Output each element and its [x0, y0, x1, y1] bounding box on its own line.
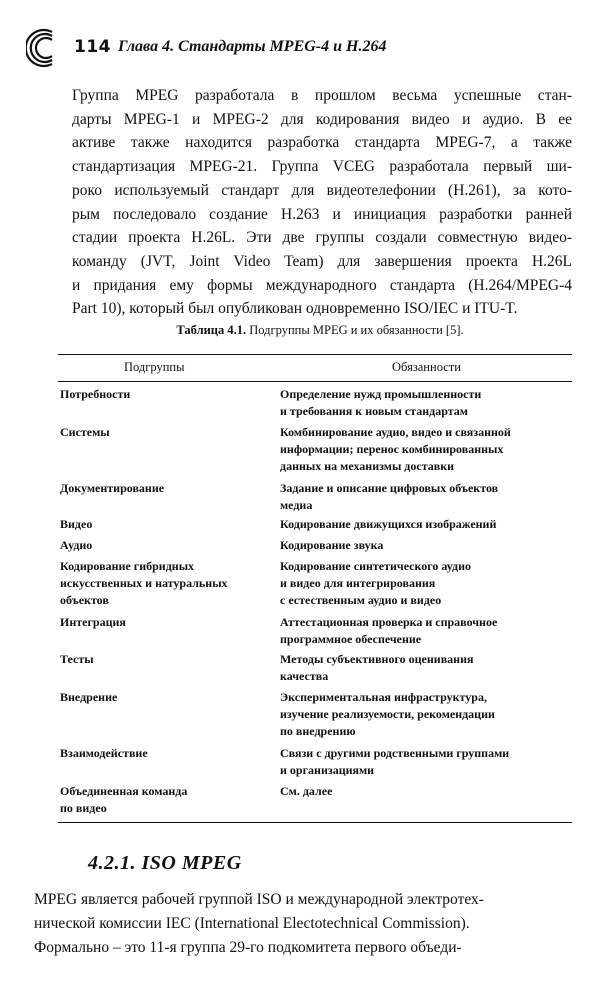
text-line: стадии проекта H.26L. Эти две группы создали совместную видео- [72, 229, 572, 247]
subgroup-name: Внедрение [60, 690, 118, 704]
duty-text: Методы субъективного оценивания [280, 652, 474, 666]
duty-text: по внедрению [280, 724, 356, 738]
subgroup-cell [60, 783, 260, 817]
duty-text: с естественным аудио и видео [280, 593, 442, 607]
table-caption-label: Таблица 4.1. [176, 323, 247, 337]
subgroup-name: объектов [60, 593, 109, 607]
subgroup-name: Документирование [60, 481, 165, 495]
text-line: рым последовало создание H.263 и инициация разработки ранней [72, 205, 572, 223]
subgroup-name: Потребности [60, 387, 131, 401]
duty-text: Определение нужд промышленности [280, 387, 482, 401]
duty-text: Задание и описание цифровых объектов [280, 481, 499, 495]
duty-text: программное обеспечение [280, 632, 422, 646]
duty-text: информации; перенос комбинированных [280, 442, 504, 456]
text-line: нической комиссии IEC (International Electotechnical Commission). [34, 915, 470, 932]
running-head: Глава 4. Стандарты MPEG-4 и H.264 [118, 38, 387, 55]
subgroup-name: Тесты [60, 652, 94, 666]
table-caption [40, 323, 600, 338]
duty-text: и организациями [280, 763, 375, 777]
duty-cell [280, 783, 572, 800]
section-title: 4.2.1. ISO MPEG [88, 852, 242, 874]
duty-cell [280, 689, 572, 740]
subgroup-cell [60, 614, 260, 631]
duty-text: изучение реализуемости, рекомендации [280, 707, 495, 721]
duty-text: Кодирование движущихся изображений [280, 517, 497, 531]
table-bottom-rule [58, 822, 572, 823]
subgroup-name: Объединенная команда [60, 784, 188, 798]
subgroup-cell [60, 689, 260, 706]
subgroup-cell [60, 651, 260, 668]
duty-cell [280, 537, 572, 554]
subgroup-name: Системы [60, 425, 110, 439]
table-caption-text: Подгруппы MPEG и их обязанности [5]. [246, 323, 464, 337]
text-line: роко используемый стандарт для видеотелефонии (H.261), за кото- [72, 181, 572, 199]
subgroup-cell [60, 558, 260, 609]
duty-text: См. далее [280, 784, 333, 798]
duty-cell [280, 558, 572, 609]
subgroup-name: Видео [60, 517, 93, 531]
column-header-duties: Обязанности [392, 360, 461, 374]
text-line: дарты MPEG-1 и MPEG-2 для кодирования видео и аудио. В ее [72, 110, 572, 128]
table-header-rule [58, 381, 572, 382]
page-number: 114 [74, 37, 111, 57]
paragraph-1 [72, 84, 572, 321]
text-line: Part 10), который был опубликован одновременно ISO/IEC и ITU-T. [72, 300, 518, 318]
text-line: MPEG является рабочей группой ISO и международной электротех- [34, 891, 484, 908]
duty-text: Связи с другими родственными группами [280, 746, 510, 760]
subgroup-name: искусственных и натуральных [60, 576, 228, 590]
subgroup-cell [60, 424, 260, 441]
text-line: команду (JVT, Joint Video Team) для завершения проекта H.26L [72, 252, 572, 270]
paragraph-2 [34, 888, 574, 960]
text-line: Формально – это 11-я группа 29-го подкомитета первого объеди- [34, 939, 462, 956]
subgroup-cell [60, 745, 260, 762]
text-line: Группа MPEG разработала в прошлом весьма успешные стан- [72, 87, 572, 104]
duty-cell [280, 745, 572, 779]
subgroup-name: Взаимодействие [60, 746, 148, 760]
duty-text: и требования к новым стандартам [280, 404, 468, 418]
page-header [26, 28, 586, 68]
subgroup-cell [60, 537, 260, 554]
subgroup-cell [60, 386, 260, 403]
subgroup-name: Интеграция [60, 615, 126, 629]
subgroup-cell [60, 480, 260, 497]
duty-text: и видео для интегрирования [280, 576, 436, 590]
duty-text: Кодирование синтетического аудио [280, 559, 472, 573]
text-line: и придания ему формы международного стандарта (H.264/MPEG-4 [72, 276, 572, 294]
duty-text: Экспериментальная инфраструктура, [280, 690, 487, 704]
duty-cell [280, 651, 572, 685]
duty-text: данных на механизмы доставки [280, 459, 455, 473]
duty-cell [280, 516, 572, 533]
duty-text: Кодирование звука [280, 538, 384, 552]
text-line: стандартизация MPEG-21. Группа VCEG разработала первый ши- [72, 158, 572, 176]
duty-cell [280, 614, 572, 648]
duty-cell [280, 424, 572, 475]
duty-text: Комбинирование аудио, видео и связанной [280, 425, 511, 439]
subgroup-cell [60, 516, 260, 533]
column-header-subgroups: Подгруппы [124, 360, 185, 374]
duty-text: медиа [280, 498, 313, 512]
subgroup-name: Кодирование гибридных [60, 559, 195, 573]
subgroup-name: Аудио [60, 538, 93, 552]
duty-cell [280, 480, 572, 514]
duty-text: Аттестационная проверка и справочное [280, 615, 498, 629]
page-corner-mark-icon [26, 28, 72, 68]
text-line: активе также находится разработка стандарта MPEG-7, а также [72, 134, 572, 152]
table-top-rule [58, 354, 572, 355]
duty-cell [280, 386, 572, 420]
subgroup-name: по видео [60, 801, 107, 815]
duty-text: качества [280, 669, 329, 683]
